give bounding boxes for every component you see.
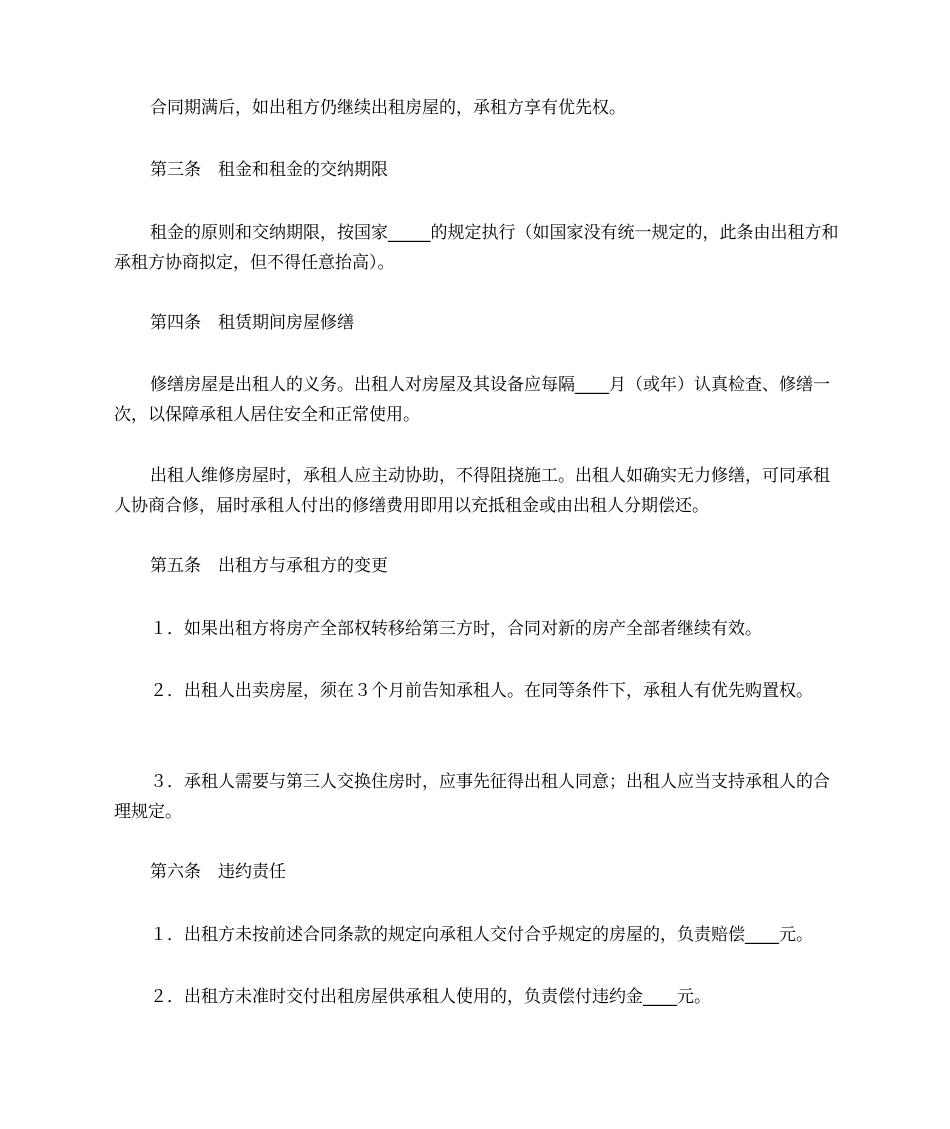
article-5-heading: 第五条 出租方与承租方的变更	[150, 556, 388, 576]
paragraph-repair-cooperation: 出租人维修房屋时，承租人应主动协助，不得阻挠施工。出租人如确实无力修缮，可同承租人协商合修，届时承租人付出的修缮费用即用以充抵租金或由出租人分期偿还。	[114, 466, 830, 516]
article-3-heading: 第三条 租金和租金的交纳期限	[150, 160, 388, 180]
paragraph-rent-terms: 租金的原则和交纳期限，按国家_____的规定执行（如国家没有统一规定的，此条由出租方和承租方协商拟定，但不得任意抬高）。	[114, 223, 839, 273]
article-4-heading: 第四条 租赁期间房屋修缮	[150, 313, 354, 333]
paragraph-breach-2: ２．出租方未准时交付出租房屋供承租人使用的，负责偿付违约金____元。	[150, 987, 711, 1007]
paragraph-change-1: １．如果出租方将房产全部权转移给第三方时，合同对新的房产全部者继续有效。	[150, 619, 762, 639]
article-6-heading: 第六条 违约责任	[150, 862, 286, 882]
paragraph-repair-duty: 修缮房屋是出租人的义务。出租人对房屋及其设备应每隔____月（或年）认真检查、修缮一次，以保障承租人居住安全和正常使用。	[114, 375, 830, 425]
paragraph-renewal-priority: 合同期满后，如出租方仍继续出租房屋的，承租方享有优先权。	[150, 98, 626, 118]
paragraph-change-3: ３．承租人需要与第三人交换住房时，应事先征得出租人同意；出租人应当支持承租人的合理规定。	[114, 772, 830, 822]
paragraph-breach-1: １．出租方未按前述合同条款的规定向承租人交付合乎规定的房屋的，负责赔偿____元。	[150, 925, 813, 945]
paragraph-change-2: ２．出租人出卖房屋，须在３个月前告知承租人。在同等条件下，承租人有优先购置权。	[150, 681, 813, 701]
